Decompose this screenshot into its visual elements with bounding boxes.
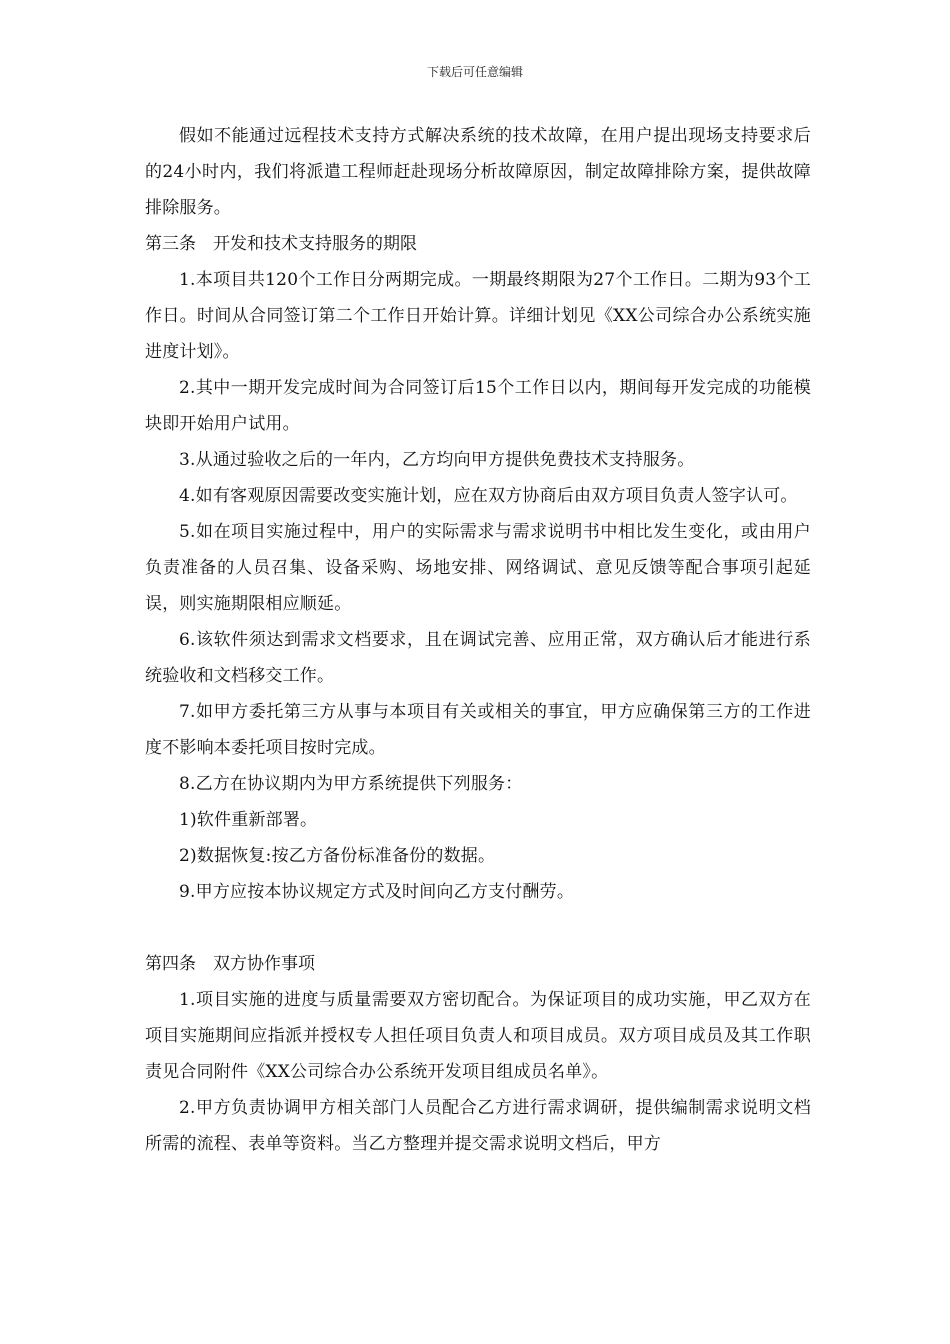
section-3-item-8-sub-1: 1)软件重新部署。 xyxy=(179,810,318,830)
section-4-heading: 第四条 双方协作事项 xyxy=(145,954,315,974)
section-3-item-5: 5.如在项目实施过程中，用户的实际需求与需求说明书中相比发生变化，或由用户负责准备的人员召集、设备采购、场地安排、网络调试、意见反馈等配合事项引起延误，则实施期限相应顺延。 xyxy=(145,522,811,614)
section-3-item-7: 7.如甲方委托第三方从事与本项目有关或相关的事宜，甲方应确保第三方的工作进度不影响本委托项目按时完成。 xyxy=(145,702,811,758)
section-4-item-2: 2.甲方负责协调甲方相关部门人员配合乙方进行需求调研，提供编制需求说明文档所需的流程、表单等资料。当乙方整理并提交需求说明文档后，甲方 xyxy=(145,1098,811,1154)
paragraph-intro: 假如不能通过远程技术支持方式解决系统的技术故障，在用户提出现场支持要求后的24小时内，我们将派遣工程师赶赴现场分析故障原因，制定故障排除方案，提供故障排除服务。 xyxy=(145,126,811,218)
section-3-item-8: 8.乙方在协议期内为甲方系统提供下列服务： xyxy=(179,774,523,794)
section-4-item-1: 1.项目实施的进度与质量需要双方密切配合。为保证项目的成功实施，甲乙双方在项目实施期间应指派并授权专人担任项目负责人和项目成员。双方项目成员及其工作职责见合同附件《XX公司综合办公系统开发项目组成员名单》。 xyxy=(145,990,811,1082)
section-3-heading: 第三条 开发和技术支持服务的期限 xyxy=(145,234,417,254)
section-3-item-2: 2.其中一期开发完成时间为合同签订后15个工作日以内，期间每开发完成的功能模块即开始用户试用。 xyxy=(145,378,811,434)
section-3-item-4: 4.如有客观原因需要改变实施计划，应在双方协商后由双方项目负责人签字认可。 xyxy=(179,486,798,506)
section-3-item-3: 3.从通过验收之后的一年内，乙方均向甲方提供免费技术支持服务。 xyxy=(179,450,695,470)
page-header-note: 下载后可任意编辑 xyxy=(426,65,523,79)
section-spacer xyxy=(145,910,811,946)
section-3-item-9: 9.甲方应按本协议规定方式及时间向乙方支付酬劳。 xyxy=(179,882,575,902)
document-body xyxy=(145,118,811,1162)
section-3-item-8-sub-2: 2)数据恢复:按乙方备份标准备份的数据。 xyxy=(179,846,496,866)
section-3-item-6: 6.该软件须达到需求文档要求，且在调试完善、应用正常，双方确认后才能进行系统验收和文档移交工作。 xyxy=(145,630,811,686)
section-3-item-1: 1.本项目共120个工作日分两期完成。一期最终期限为27个工作日。二期为93个工作日。时间从合同签订第二个工作日开始计算。详细计划见《XX公司综合办公系统实施进度计划》。 xyxy=(145,270,811,362)
